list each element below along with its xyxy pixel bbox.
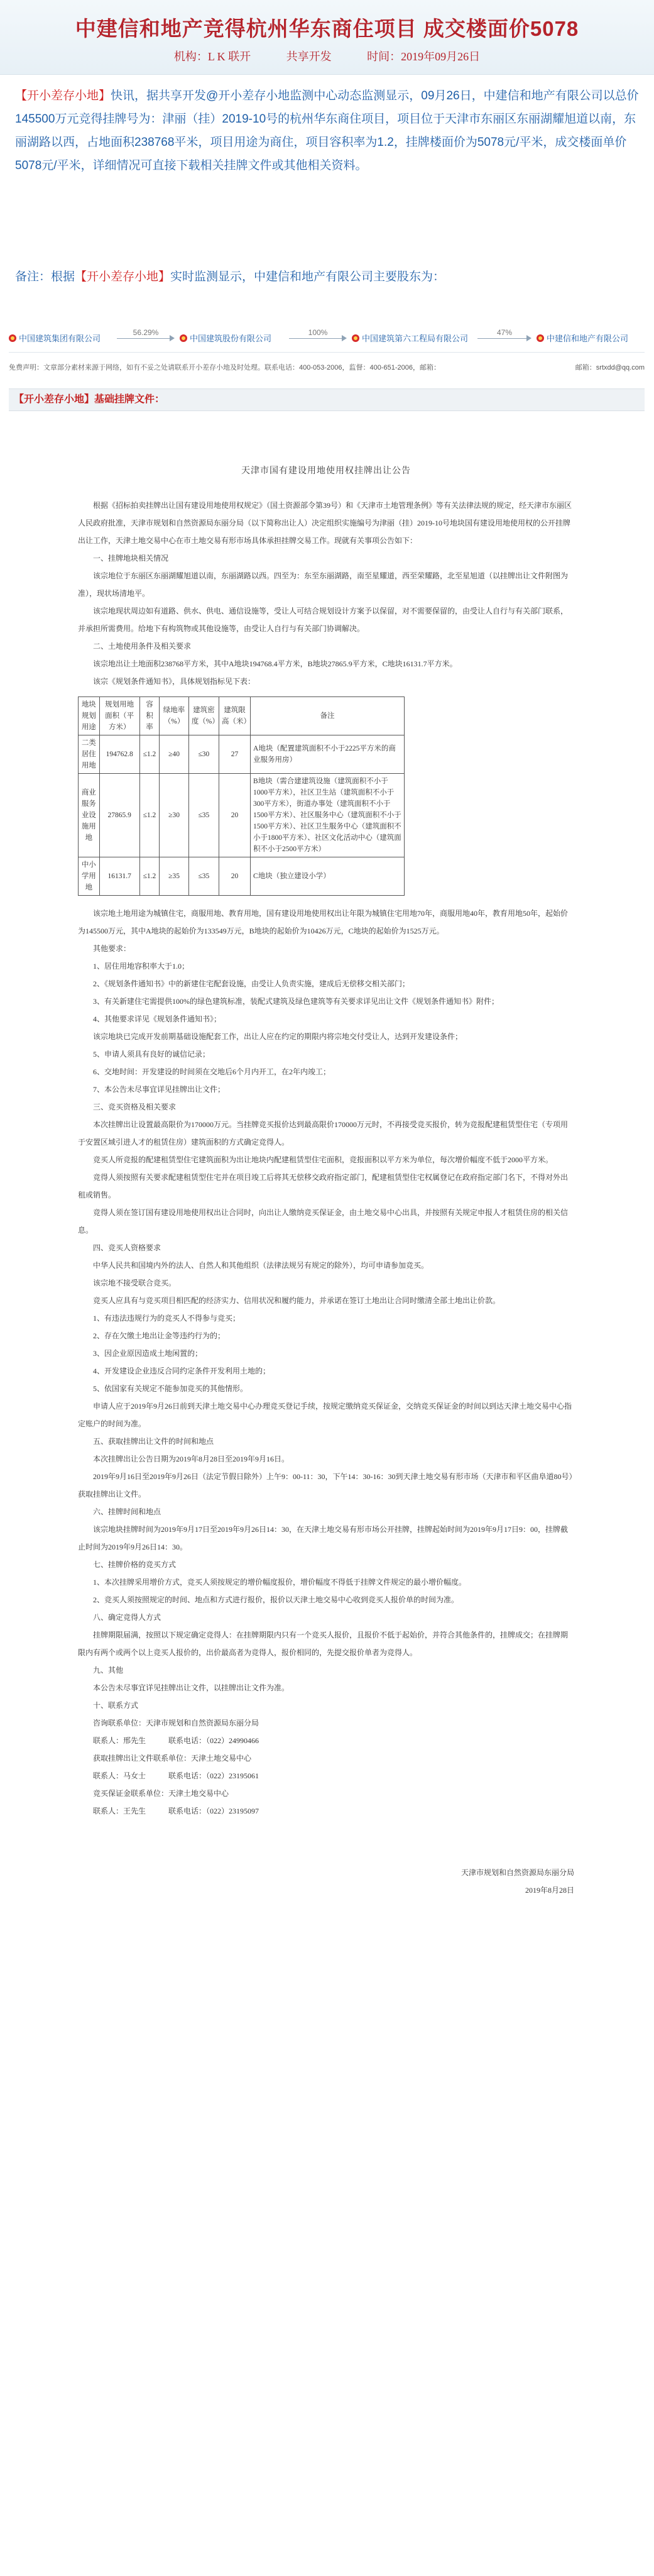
table-cell: 27865.9	[99, 774, 139, 857]
doc-paragraph: 竞买人所竞报的配建租赁型住宅建筑面积为出让地块内配建租赁型住宅面积，竞报面积以平方米为单位，每次增价幅度不低于2000平方米。	[93, 1155, 553, 1164]
doc-paragraph: 该宗地现状周边如有道路、供水、供电、通信设施等，受让人可结合规划设计方案予以保留，对不需要保留的，由受让人自行与有关部门联系，并承担所需费用。给地下有构筑物或其他设施等，由受让人自行与有关部门协调解决。	[78, 607, 569, 633]
table-cell: 27	[219, 735, 250, 774]
doc-paragraph: 3、有关新建住宅需提供100%的绿色建筑标准，装配式建筑及绿色建筑等有关要求详见出让文件《规划条件通知书》附件；	[93, 997, 499, 1006]
company-icon	[352, 334, 359, 342]
article-meta	[0, 48, 654, 64]
equity-node[interactable]: 中国建筑第六工程局有限公司	[352, 332, 468, 344]
article-intro	[15, 84, 639, 177]
equity-link: 56.29%	[117, 329, 175, 343]
shareholder-note	[15, 267, 639, 288]
disclaimer: 免费声明：文章部分素材来源于网络，如有不妥之处请联系开小差存小地及时处理。联系电话：400-053-2006，监督：400-651-2006，邮箱： 邮箱：srtxdd@qq.com	[9, 362, 645, 373]
table-cell: ≤1.2	[139, 857, 160, 896]
doc-paragraph: 2、竞买人须按照规定的时间、地点和方式进行报价，报价以天津土地交易中心收到竞买人报价单的时间为准。	[93, 1595, 459, 1604]
doc-paragraph: 根据《招标拍卖挂牌出让国有建设用地使用权规定》（国土资源部令第39号）和《天津市土地管理条例》等有关法律法规的规定，经天津市东丽区人民政府批准，天津市规划和自然资源局东丽分局（以下简称出让人）决定组织实施编号为津丽（挂）2019-10号地块国有建设用地使用权的公开挂牌出让工作，天津土地交易中心在市土地交易有形市场具体承担挂牌交易工作。现就有关事项公告如下：	[78, 501, 572, 545]
doc-signature	[78, 1864, 574, 1899]
doc-paragraph: 八、确定竞得人方式	[93, 1613, 161, 1622]
doc-paragraph: 2、《规划条件通知书》中的新建住宅配套设施，由受让人负责实施，建成后无偿移交相关部门；	[93, 979, 410, 988]
table-header-row	[79, 697, 405, 735]
table-cell: ≥40	[160, 735, 189, 774]
doc-paragraph: 该宗地块已完成开发前期基础设施配套工作，出让人应在约定的期限内将宗地交付受让人，达到开发建设条件；	[93, 1032, 463, 1041]
doc-paragraph: 申请人应于2019年9月26日前到天津土地交易中心办理竞买登记手续，按规定缴纳竞买保证金，交纳竞买保证金的时间以到达天津土地交易中心指定账户的时间为准。	[78, 1402, 572, 1428]
doc-paragraph: 四、竞买人资格要求	[93, 1243, 161, 1252]
table-header-cell: 绿地率（%）	[160, 697, 189, 735]
table-header-cell: 建筑密度（%）	[188, 697, 219, 735]
doc-paragraph: 其他要求：	[93, 944, 131, 953]
company-icon	[537, 334, 544, 342]
doc-section-header: 【开小差存小地】基础挂牌文件：	[9, 388, 645, 411]
table-cell: ≤1.2	[139, 774, 160, 857]
doc-paragraph: 竞买保证金联系单位：天津土地交易中心	[93, 1789, 229, 1798]
note-text: 实时监测显示，中建信和地产有限公司主要股东为：	[170, 270, 445, 283]
doc-body-3	[78, 1239, 574, 1433]
doc-paragraph: 竞得人须在签订国有建设用地使用权出让合同时，向出让人缴纳竞买保证金，由土地交易中心出具，并按照有关规定申报人才租赁住房的相关信息。	[78, 1208, 569, 1235]
doc-paragraph: 该宗地不接受联合竞买。	[93, 1279, 177, 1287]
article-title: 中建信和地产竞得杭州华东商住项目 成交楼面价5078	[75, 17, 579, 40]
table-row	[79, 735, 405, 774]
doc-paragraph: 5、依国家有关规定不能参加竞买的其他情形。	[93, 1384, 248, 1393]
doc-paragraph: 5、申请人须具有良好的诚信记录；	[93, 1050, 210, 1059]
table-cell: C地块（独立建设小学）	[251, 857, 405, 896]
doc-paragraph: 1、有违法违规行为的竞买人不得参与竞买；	[93, 1314, 241, 1323]
doc-paragraph: 该宗地出让土地面积238768平方米，其中A地块194768.4平方米，B地块27865.9平方米，C地块16131.7平方米。	[93, 659, 457, 668]
doc-paragraph: 十、联系方式	[93, 1701, 139, 1710]
doc-paragraph: 七、挂牌价格的竞买方式	[93, 1560, 177, 1569]
intro-text: 快讯，据共享开发@开小差存小地监测中心动态监测显示，09月26日，中建信和地产有限公司以总价145500万元竞得挂牌号为：津丽（挂）2019-10号的杭州华东商住项目，项目位于天津市东丽区东丽湖耀旭道以南，东丽湖路以西，占地面积238768平米，项目用途为商住，项目容积率为1.2，挂牌楼面价为5078元/平米，成交楼面单价5078元/平米，详细情况可直接下载相关挂牌文件或其他相关资料。	[15, 89, 639, 172]
table-cell: ≥30	[160, 774, 189, 857]
doc-paragraph: 五、获取挂牌出让文件的时间和地点	[93, 1437, 214, 1446]
planning-table	[78, 696, 405, 896]
doc-paragraph: 该宗地土地用途为城镇住宅，商服用地、教育用地，国有建设用地使用权出让年限为城镇住宅用地70年，商服用地40年，教育用地50年，起始价为145500万元，其中A地块的起始价为133549万元，B地块的起始价为10426万元，C地块的起始价为1525万元。	[78, 909, 569, 935]
note-prefix: 备注：根据	[15, 270, 75, 283]
table-header-cell: 建筑限高（米）	[219, 697, 250, 735]
listing-document	[9, 412, 645, 2568]
doc-paragraph: 3、因企业原因造成土地闲置的；	[93, 1349, 203, 1358]
doc-paragraph: 联系人：邢先生 联系电话：（022）24990466	[93, 1736, 259, 1745]
table-header-cell: 地块规划用途	[79, 697, 100, 735]
doc-paragraph: 该宗《规划条件通知书》，具体规划指标见下表：	[93, 677, 256, 686]
table-cell: 二类居住用地	[79, 735, 100, 774]
article-org: 机构：L K 联开	[173, 50, 251, 63]
equity-node[interactable]: 中建信和地产有限公司	[537, 332, 628, 344]
doc-body-4	[78, 1433, 574, 1820]
doc-paragraph: 获取挂牌出让文件联系单位：天津土地交易中心	[93, 1754, 252, 1763]
table-header-cell: 容积率	[139, 697, 160, 735]
doc-paragraph: 中华人民共和国境内外的法人、自然人和其他组织（法律法规另有规定的除外），均可申请参加竞买。	[93, 1261, 429, 1270]
table-cell: 商业服务业设施用地	[79, 774, 100, 857]
table-header-cell: 备注	[251, 697, 405, 735]
table-row	[79, 774, 405, 857]
doc-paragraph: 1、居住用地容积率大于1.0；	[93, 962, 190, 971]
article-author: 共享开发	[286, 50, 332, 63]
table-cell: 20	[219, 857, 250, 896]
doc-paragraph: 4、其他要求详见《规划条件通知书》；	[93, 1015, 222, 1023]
note-tag: 【开小差存小地】	[75, 270, 171, 283]
table-cell: ≤35	[188, 857, 219, 896]
doc-paragraph: 7、本公告未尽事宜详见挂牌出让文件；	[93, 1085, 226, 1094]
table-cell: ≤30	[188, 735, 219, 774]
equity-link: 47%	[477, 329, 531, 343]
doc-paragraph: 联系人：王先生 联系电话：（022）23195097	[93, 1807, 259, 1815]
doc-paragraph: 六、挂牌时间和地点	[93, 1507, 161, 1516]
doc-paragraph: 竞买人应具有与竞买项目相匹配的经济实力、信用状况和履约能力，并承诺在签订土地出让合同时缴清全部土地出让价款。	[93, 1296, 501, 1305]
equity-chain	[9, 323, 645, 348]
arrow-right-icon	[342, 335, 347, 341]
table-body	[79, 735, 405, 896]
source-tag: 【开小差存小地】	[15, 89, 111, 102]
doc-paragraph: 九、其他	[93, 1666, 124, 1675]
doc-paragraph: 2019年9月16日至2019年9月26日（法定节假日除外）上午9：00-11：30，下午14：30-16：30到天津土地交易有形市场（天津市和平区曲阜道80号）获取挂牌出让文件。	[78, 1472, 573, 1499]
doc-paragraph: 2、存在欠缴土地出让金等违约行为的；	[93, 1331, 226, 1340]
equity-node[interactable]: 中国建筑集团有限公司	[9, 332, 101, 344]
arrow-right-icon	[170, 335, 175, 341]
doc-paragraph: 本次挂牌出让公告日期为2019年8月28日至2019年9月16日。	[93, 1455, 290, 1463]
table-cell: ≤35	[188, 774, 219, 857]
doc-paragraph: 联系人：马女士 联系电话：（022）23195061	[93, 1771, 259, 1780]
equity-node[interactable]: 中国建筑股份有限公司	[180, 332, 271, 344]
doc-paragraph: 1、本次挂牌采用增价方式，竞买人须按规定的增价幅度报价，增价幅度不得低于挂牌文件规定的最小增价幅度。	[93, 1578, 467, 1587]
table-header-cell: 规划用地面积（平方米）	[99, 697, 139, 735]
arrow-right-icon	[526, 335, 531, 341]
doc-paragraph: 三、竞买资格及相关要求	[93, 1103, 177, 1111]
doc-paragraph: 本次挂牌出让设置最高限价为170000万元。当挂牌竞买报价达到最高限价170000万元时，不再接受竞买报价，转为竞报配建租赁型住宅（专项用于安置区域引进人才的租赁住房）建筑面积的方式确定竞得人。	[78, 1120, 569, 1147]
table-cell: A地块（配置建筑面积不小于2225平方米的商业服务用房）	[251, 735, 405, 774]
divider	[9, 352, 645, 353]
table-cell: 20	[219, 774, 250, 857]
doc-paragraph: 6、交地时间：开发建设的时间须在交地后6个月内开工，在2年内竣工；	[93, 1067, 331, 1076]
table-row	[79, 857, 405, 896]
company-icon	[180, 334, 187, 342]
table-cell: B地块（需合建建筑设施（建筑面积不小于1000平方米），社区卫生站（建筑面积不小于300平方米），街道办事处（建筑面积不小于1500平方米）、社区服务中心（建筑面积不小于1500平方米）、社区卫生服务中心（建筑面积不小于1800平方米）、社区文化活动中心（建筑面积不小于2500平方米）	[251, 774, 405, 857]
doc-title: 天津市国有建设用地使用权挂牌出让公告	[241, 466, 411, 476]
table-cell: 中小学用地	[79, 857, 100, 896]
sign-org: 天津市规划和自然资源局东丽分局	[461, 1868, 574, 1877]
doc-body-1	[78, 497, 574, 690]
company-icon	[9, 334, 16, 342]
doc-paragraph: 竞得人须按照有关要求配建租赁型住宅并在项目竣工后将其无偿移交政府指定部门，配建租赁型住宅权属登记在政府指定部门名下，不得对外出租或销售。	[78, 1173, 569, 1199]
sign-date: 2019年8月28日	[525, 1886, 574, 1895]
table-cell: 194762.8	[99, 735, 139, 774]
doc-body-2	[78, 905, 574, 1239]
doc-paragraph: 该宗地位于东丽区东丽湖耀旭道以南，东丽湖路以西。四至为：东至东丽湖路，南至星耀道，西至荣耀路，北至星旭道（以挂牌出让文件附图为准），现状场清地平。	[78, 571, 569, 598]
table-cell: 16131.7	[99, 857, 139, 896]
doc-paragraph: 一、挂牌地块相关情况	[93, 554, 169, 563]
doc-paragraph: 本公告未尽事宜详见挂牌出让文件，以挂牌出让文件为准。	[93, 1683, 290, 1692]
doc-paragraph: 二、土地使用条件及相关要求	[93, 642, 192, 651]
contact-email[interactable]: 邮箱：srtxdd@qq.com	[575, 364, 645, 372]
table-cell: ≥35	[160, 857, 189, 896]
equity-link: 100%	[289, 329, 347, 343]
doc-paragraph: 该宗地块挂牌时间为2019年9月17日至2019年9月26日14：30，在天津土地交易有形市场公开挂牌，挂牌起始时间为2019年9月17日9：00，挂牌截止时间为2019年9月26日14：30。	[78, 1525, 569, 1551]
article-header	[0, 0, 654, 75]
doc-paragraph: 4、开发建设企业违反合同约定条件开发利用土地的；	[93, 1367, 271, 1375]
doc-paragraph: 挂牌期限届满，按照以下规定确定竞得人：在挂牌期限内只有一个竞买人报价，且报价不低于起始价，并符合其他条件的，挂牌成交；在挂牌期限内有两个或两个以上竞买人报价的，出价最高者为竞得人，报价相同的，先提交报价单者为竞得人。	[78, 1631, 569, 1657]
doc-paragraph: 咨询联系单位：天津市规划和自然资源局东丽分局	[93, 1719, 259, 1727]
table-cell: ≤1.2	[139, 735, 160, 774]
article-time: 时间：2019年09月26日	[367, 50, 481, 63]
